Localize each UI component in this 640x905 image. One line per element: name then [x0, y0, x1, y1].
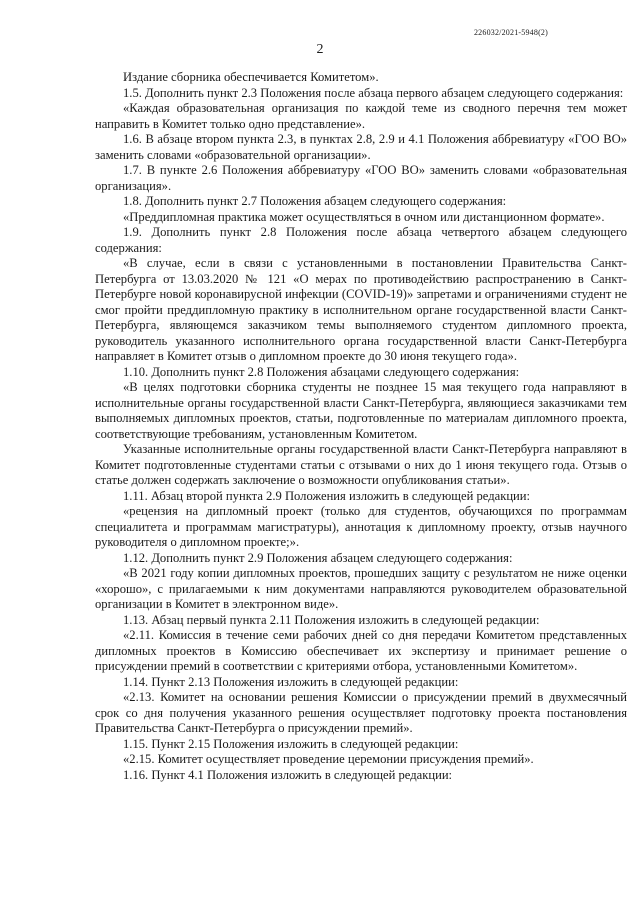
paragraph: 1.10. Дополнить пункт 2.8 Положения абзацами следующего содержания: — [123, 364, 520, 379]
paragraph: 1.12. Дополнить пункт 2.9 Положения абзацем следующего содержания: — [123, 550, 513, 565]
paragraph: Издание сборника обеспечивается Комитетом». — [123, 70, 379, 84]
paragraph: 1.6. В абзаце втором пункта 2.3, в пунктах 2.8, 2.9 и 4.1 Положения аббревиатуру «ГОО ВО» заменить словами «образовательной организации». — [95, 132, 627, 162]
paragraph: «В целях подготовки сборника студенты не позднее 15 мая текущего года направляют в исполнительные органы государственной власти Санкт-Петербурга, являющиеся заказчиками тем выполняемых дипломных проектов, статьи, подготовленные по материалам дипломного проекта, соответствующие требованиям, установленным Комитетом. — [95, 380, 627, 441]
paragraph: «2.13. Комитет на основании решения Комиссии о присуждении премий в двухмесячный срок со дня получения указанного решения осуществляет подготовку проекта постановления Правительства Санкт-Петербурга о присуждении премий». — [95, 690, 627, 735]
paragraph: 1.15. Пункт 2.15 Положения изложить в следующей редакции: — [123, 736, 459, 751]
paragraph: «В случае, если в связи с установленными в постановлении Правительства Санкт-Петербурга от 13.03.2020 № 121 «О мерах по противодействию распространению в Санкт-Петербурге новой коронавирусной инфекции (COVID-19)» запретами и ограничениями студент не смог пройти преддипломную практику в исполнительном органе государственной власти Санкт-Петербурга, являющемся заказчиком темы выполняемого студентом дипломного проекта, руководитель указанного исполнительного органа государственной власти Санкт-Петербурга направляет в Комитет отзыв о дипломном проекте до 30 июня текущего года». — [95, 256, 627, 363]
paragraph: «2.11. Комиссия в течение семи рабочих дней со дня передачи Комитетом представленных дипломных проектов в Комиссию обеспечивает их экспертизу и принимает решение о присуждении премий в соответствии с критериями отбора, установленными Комитетом». — [95, 628, 627, 673]
paragraph: «Преддипломная практика может осуществляться в очном или дистанционном формате». — [123, 209, 605, 224]
page-number: 2 — [316, 42, 324, 57]
document-number: 226032/2021-5948(2) — [473, 28, 548, 37]
paragraph: 1.11. Абзац второй пункта 2.9 Положения изложить в следующей редакции: — [123, 488, 531, 503]
document-body — [95, 70, 627, 783]
paragraph: 1.13. Абзац первый пункта 2.11 Положения изложить в следующей редакции: — [123, 612, 540, 627]
paragraph: 1.7. В пункте 2.6 Положения аббревиатуру «ГОО ВО» заменить словами «образовательная организация». — [95, 163, 627, 193]
paragraph: «Каждая образовательная организация по каждой теме из сводного перечня тем может направить в Комитет только одно представление». — [95, 101, 627, 131]
paragraph: 1.5. Дополнить пункт 2.3 Положения после абзаца первого абзацем следующего содержания: — [123, 85, 624, 100]
paragraph: 1.9. Дополнить пункт 2.8 Положения после абзаца четвертого абзацем следующего содержания: — [95, 225, 627, 255]
paragraph: «рецензия на дипломный проект (только для студентов, обучающихся по программам специалитета и программам магистратуры), аннотация к дипломному проекту, отзыв научного руководителя о дипломном проекте;». — [95, 504, 627, 549]
paragraph: 1.14. Пункт 2.13 Положения изложить в следующей редакции: — [123, 674, 459, 689]
paragraph: «2.15. Комитет осуществляет проведение церемонии присуждения премий». — [123, 752, 534, 766]
paragraph: «В 2021 году копии дипломных проектов, прошедших защиту с результатом не ниже оценки «хорошо», с прилагаемыми к ним документами направляются руководителем образовательной организации в Комитет в электронном виде». — [95, 566, 627, 611]
paragraph: 1.8. Дополнить пункт 2.7 Положения абзацем следующего содержания: — [123, 194, 507, 208]
paragraph: 1.16. Пункт 4.1 Положения изложить в следующей редакции: — [123, 767, 453, 782]
paragraph: Указанные исполнительные органы государственной власти Санкт-Петербурга направляют в Комитет подготовленные студентами статьи с отзывами о них до 1 июня текущего года. Отзыв о статье должен содержать заключение о возможности опубликования статьи». — [95, 442, 627, 487]
